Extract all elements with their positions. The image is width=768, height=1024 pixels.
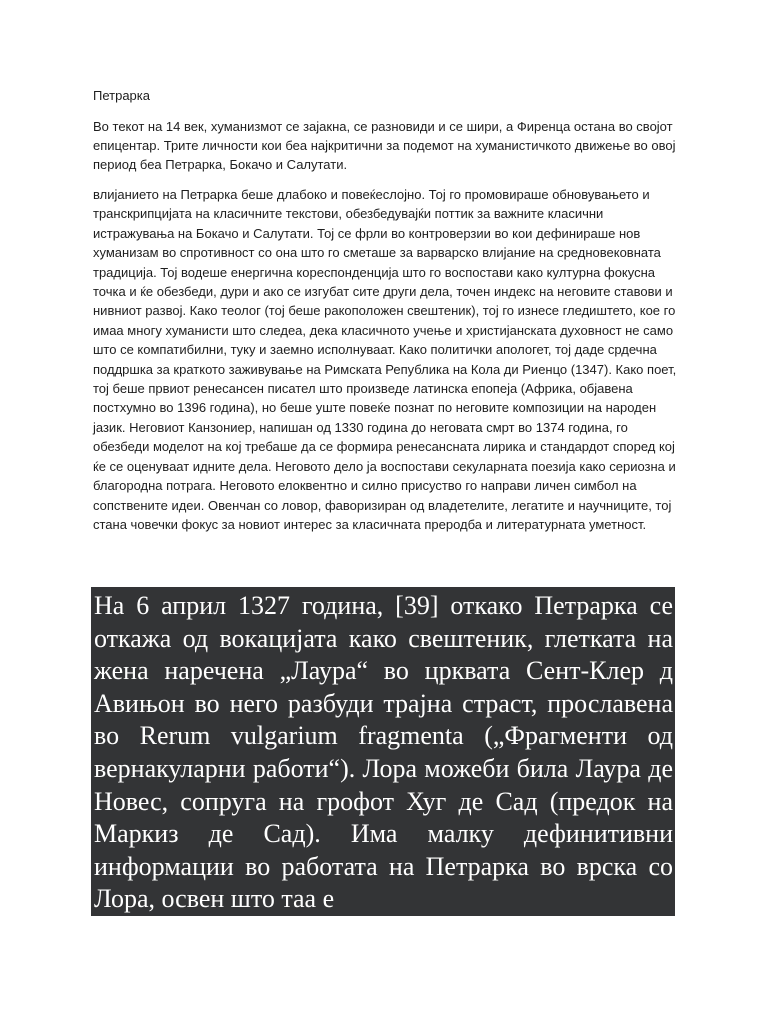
paragraph-intro: Во текот на 14 век, хуманизмот се зајакна, се разновиди и се шири, а Фиренца остана во својот епицентар. Трите личности кои беа најкритични за подемот на хуманистичкото движење во овој период беа Петрарка, Бокачо и Салутати. — [93, 119, 676, 172]
paragraph-influence: влијанието на Петрарка беше длабоко и повеќеслојно. Тој го промовираше обновувањето и транскрипцијата на класичните текстови, обезбедувајќи поттик за важните класични истражувања на Бокачо и Салутати. Тој се фрли во контроверзии во кои дефинираше нов хуманизам во спротивност со она што го сметаше за варварско влијание на средновековната традиција. Тој водеше енергична кореспонденција што го воспостави како културна фокусна точка и ќе обезбеди, дури и ако се изгубат сите други дела, точен индекс на неговите ставови и нивниот развој. Како теолог (тој беше ракоположен свештеник), тој го изнесе гледиштето, кое го имаа многу хуманисти што следеа, дека класичното учење и христијанската духовност не само што се компатибилни, туку и заемно исполнуваат. Како политички апологет, тој даде срдечна поддршка за краткото заживување на Римската Република на Кола ди Риенцо (1347). Како поет, тој беше првиот ренесансен писател што произведе латинска епопеја (Африка, објавена постхумно во 1396 година), но беше уште повеќе познат по неговите композиции на народен јазик. Неговиот Канзониер, напишан од 1330 година до неговата смрт во 1374 година, го обезбеди моделот на кој требаше да се формира ренесансната лирика и стандардот според кој ќе се оценуваат идните дела. Неговото дело ја воспостави секуларната поезија како сериозна и благородна потрага. Неговото елоквентно и силно присуство го направи личен симбол на сопствените идеи. Овенчан со ловор, фаворизиран од владетелите, легатите и научниците, тој стана човечки фокус за новиот интерес за класичната преродба и литературната уметност. — [93, 187, 677, 532]
document-body — [93, 86, 683, 545]
highlighted-excerpt-text: На 6 април 1327 година, [39] откако Петрарка се откажа од вокацијата како свештеник, глетката на жена наречена „Лаура“ во црквата Сент-Клер д Авињон во него разбуди трајна страст, прославена во Rerum vulgarium fragmenta („Фрагменти од вернакуларни работи“). Лора можеби била Лаура де Новес, сопруга на грофот Хуг де Сад (предок на Маркиз де Сад). Има малку дефинитивни информации во работата на Петрарка во врска со Лора, освен што таа е — [94, 591, 673, 914]
highlighted-excerpt-block — [91, 587, 675, 916]
document-title: Петрарка — [93, 88, 150, 103]
